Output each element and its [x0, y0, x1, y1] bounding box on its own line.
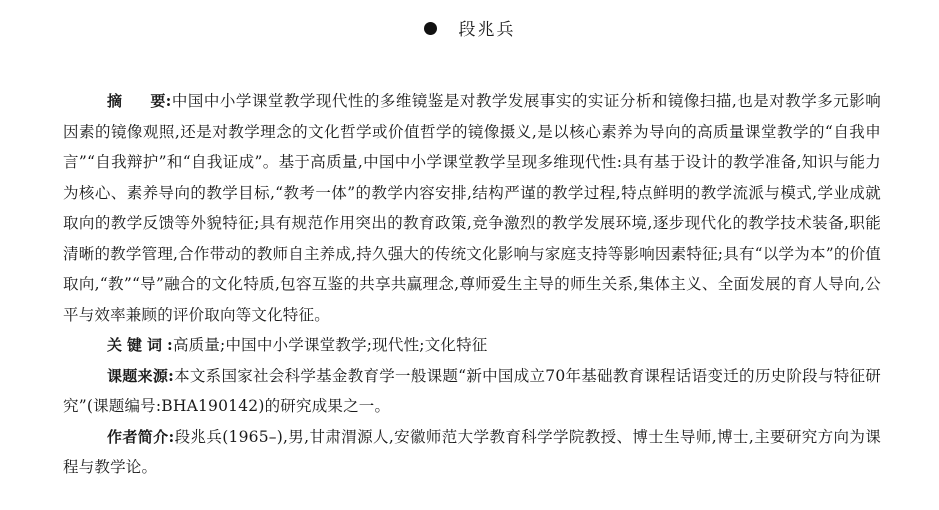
author-bio-colon: :: [168, 426, 175, 446]
keywords-paragraph: [63, 330, 881, 361]
abstract-paragraph: [63, 86, 881, 330]
funding-text: 本文系国家社会科学基金教育学一般课题“新中国成立70年基础教育课程话语变迁的历史阶段与特征研究”(课题编号:BHA190142)的研究成果之一。: [63, 366, 881, 415]
bullet-dot-icon: [424, 22, 437, 35]
abstract-section: [63, 86, 881, 483]
author-bio-text: 段兆兵(1965–),男,甘肃渭源人,安徽师范大学教育科学学院教授、博士生导师,博士,主要研究方向为课程与教学论。: [63, 427, 881, 476]
author-name: 段兆兵: [458, 20, 516, 40]
author-bio-label: 作者简介: [107, 427, 169, 446]
abstract-label: 摘要: [107, 92, 166, 110]
keywords-label: 关键词: [107, 336, 168, 354]
author-heading: [0, 14, 939, 46]
keywords-text: 高质量;中国中小学课堂教学;现代性;文化特征: [172, 336, 488, 354]
abstract-colon: :: [165, 91, 172, 110]
funding-paragraph: [63, 361, 881, 422]
author-bio-paragraph: [63, 422, 881, 483]
keywords-colon: :: [167, 335, 173, 354]
funding-label: 课题来源: [107, 366, 169, 385]
funding-colon: :: [168, 365, 175, 385]
abstract-text: 中国中小学课堂教学现代性的多维镜鉴是对教学发展事实的实证分析和镜像扫描,也是对教学多元影响因素的镜像观照,还是对教学理念的文化哲学或价值哲学的镜像摄义,是以核心素养为导向的高质量课堂教学的“自我申言”“自我辩护”和“自我证成”。基于高质量,中国中小学课堂教学呈现多维现代性:具有基于设计的教学准备,知识与能力为核心、素养导向的教学目标,“教考一体”的教学内容安排,结构严谨的教学过程,特点鲜明的教学流派与模式,学业成就取向的教学反馈等外貌特征;具有规范作用突出的教育政策,竞争激烈的教学发展环境,逐步现代化的教学技术装备,职能清晰的教学管理,合作带动的教师自主养成,持久强大的传统文化影响与家庭支持等影响因素特征;具有“以学为本”的价值取向,“教”“导”融合的文化特质,包容互鉴的共享共赢理念,尊师爱生主导的师生关系,集体主义、全面发展的育人导向,公平与效率兼顾的评价取向等文化特征。: [63, 92, 881, 324]
